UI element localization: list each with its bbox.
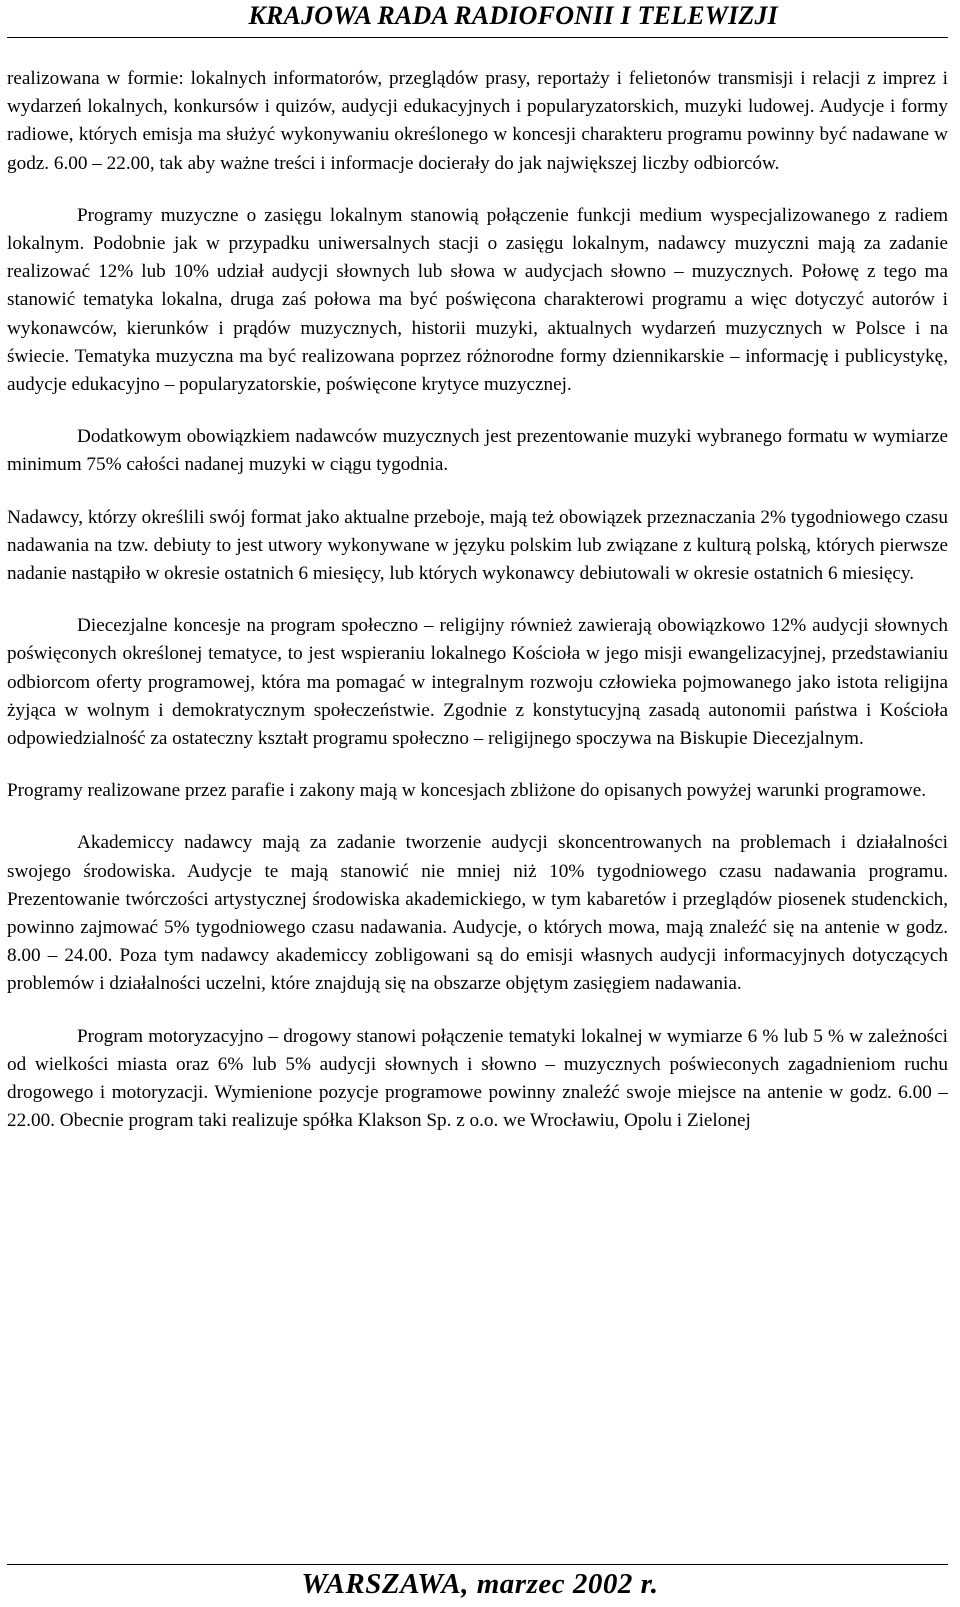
paragraph-program-motoryzacyjny: Program motoryzacyjno – drogowy stanowi połączenie tematyki lokalnej w wymiarze 6 % lub 5 % w zależności od wielkości miasta oraz 6% lub 5% audycji słownych i słowno – muzycznych poświeconych zagadnieniom ruchu drogowego i motoryzacji. Wymienione pozycje programowe powinny znaleźć swoje miejsce na antenie w godz. 6.00 – 22.00. Obecnie program taki realizuje spółka Klakson Sp. z o.o. we Wrocławiu, Opolu i Zielonej	[7, 1025, 948, 1132]
document-body	[7, 65, 948, 1136]
header-title: KRAJOWA RADA RADIOFONII I TELEWIZJI	[248, 1, 778, 30]
paragraph-programy-muzyczne: Programy muzyczne o zasięgu lokalnym stanowią połączenie funkcji medium wyspecjalizowanego z radiem lokalnym. Podobnie jak w przypadku uniwersalnych stacji o zasięgu lokalnym, nadawcy muzyczni mają za zadanie realizować 12% lub 10% udział audycji słownych lub słowa w audycjach słowno – muzycznych. Połowę z tego ma stanowić tematyka lokalna, druga zaś połowa ma być poświęcona charakterowi programu a więc dotyczyć autorów i wykonawców, kierunków i prądów muzycznych, historii muzyki, aktualnych wydarzeń muzycznych w Polsce i na świecie. Tematyka muzyczna ma być realizowana poprzez różnorodne formy dziennikarskie – informację i publicystykę, audycje edukacyjno – popularyzatorskie, poświęcone krytyce muzycznej.	[7, 204, 948, 396]
paragraph-parafie-zakony: Programy realizowane przez parafie i zakony mają w koncesjach zbliżone do opisanych powyżej warunki programowe.	[7, 780, 927, 802]
page-footer	[0, 1566, 960, 1607]
paragraph-debiuty: Nadawcy, którzy określili swój format jako aktualne przeboje, mają też obowiązek przeznaczania 2% tygodniowego czasu nadawania na tzw. debiuty to jest utwory wykonywane w języku polskim lub związane z kulturą polską, których pierwsze nadanie nastąpiło w okresie ostatnich 6 miesięcy, lub których wykonawcy debiutowali w okresie ostatnich 6 miesięcy.	[7, 506, 948, 585]
paragraph-koncesje-diecezjalne: Diecezjalne koncesje na program społeczno – religijny również zawierają obowiązkowo 12% audycji słownych poświęconych określonej tematyce, to jest wspieraniu lokalnego Kościoła w jego misji ewangelizacyjnej, przedstawianiu odbiorcom oferty programowej, która ma pomagać w integralnym rozwoju człowieka pojmowanego jako istota religijna żyjąca w wolnym i demokratycznym społeczeństwie. Zgodnie z konstytucyjną zasadą autonomii państwa i Kościoła odpowiedzialność za ostateczny kształt programu społeczno – religijnego spoczywa na Biskupie Diecezjalnym.	[7, 615, 948, 750]
paragraph-obowiazek-formatu: Dodatkowym obowiązkiem nadawców muzycznych jest prezentowanie muzyki wybranego formatu w wymiarze minimum 75% całości nadanej muzyki w ciągu tygodnia.	[7, 426, 948, 476]
paragraph-nadawcy-akademiccy: Akademiccy nadawcy mają za zadanie tworzenie audycji skoncentrowanych na problemach i działalności swojego środowiska. Audycje te mają stanowić nie mniej niż 10% tygodniowego czasu nadawania programu. Prezentowanie twórczości artystycznej środowiska akademickiego, w tym kabaretów i przeglądów piosenek studenckich, powinno zajmować 5% tygodniowego czasu nadawania. Audycje, o których mowa, mają znaleźć się na antenie w godz. 8.00 – 24.00. Poza tym nadawcy akademiccy zobligowani są do emisji własnych audycji informacyjnych dotyczących problemów i działalności uczelni, które znajdują się na obszarze objętym zasięgiem nadawania.	[7, 832, 948, 995]
footer-divider	[7, 1564, 948, 1565]
footer-text: WARSZAWA, marzec 2002 r.	[301, 1568, 659, 1600]
header-divider	[7, 37, 948, 38]
paragraph-lokalne-audycje: realizowana w formie: lokalnych informatorów, przeglądów prasy, reportaży i felietonów transmisji i relacji z imprez i wydarzeń lokalnych, konkursów i quizów, audycji edukacyjnych i popularyzatorskich, muzyki ludowej. Audycje i formy radiowe, których emisja ma służyć wykonywaniu określonego w koncesji charakteru programu powinny być nadawane w godz. 6.00 – 22.00, tak aby ważne treści i informacje docierały do jak największej liczby odbiorców.	[7, 68, 948, 174]
page-header	[0, 0, 960, 40]
